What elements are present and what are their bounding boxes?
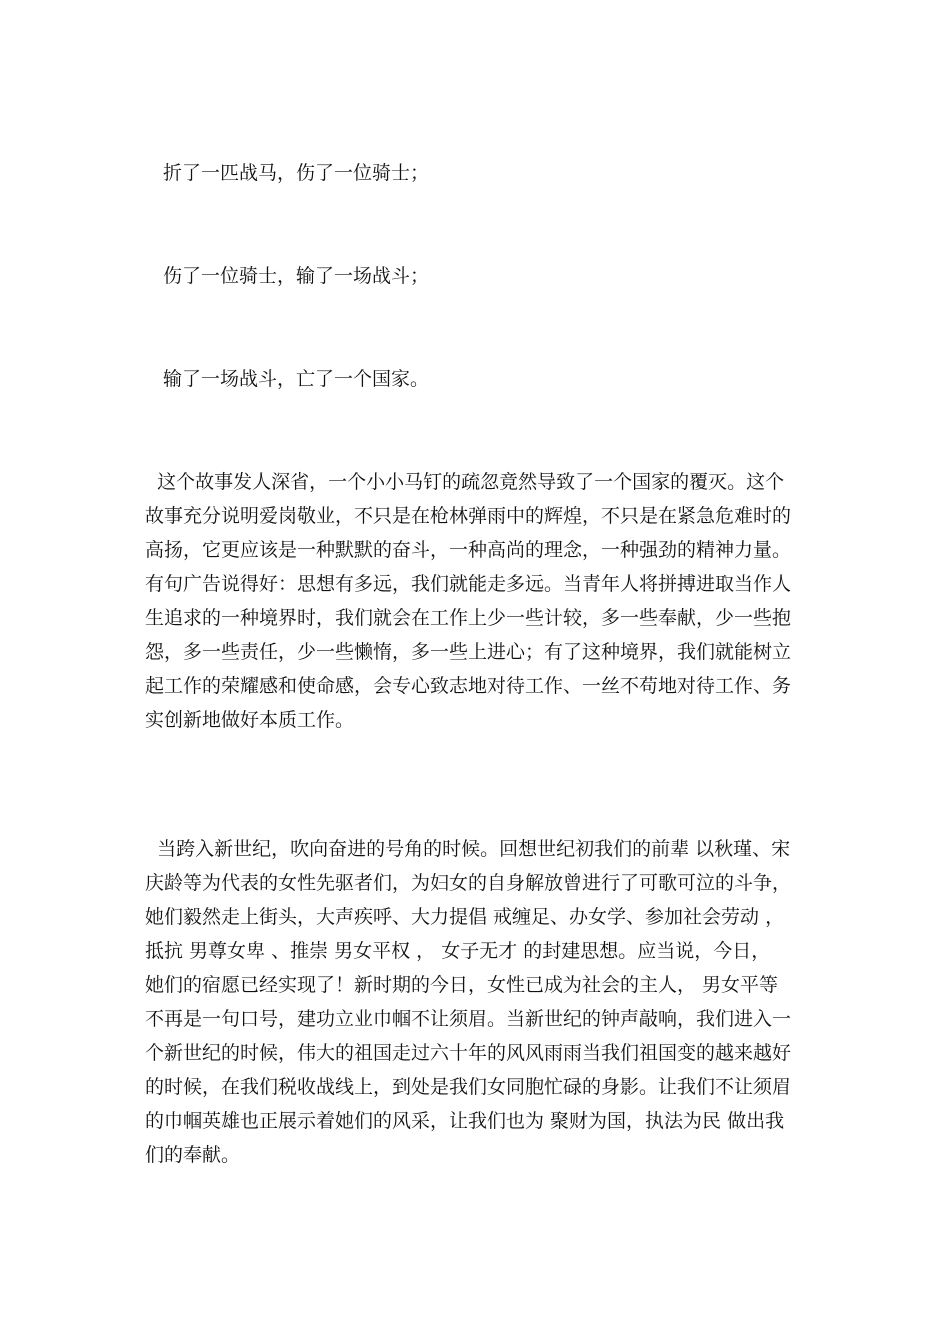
paragraph-1-line: 起工作的荣耀感和使命感，会专心致志地对待工作、一丝不苟地对待工作、务 — [145, 675, 792, 697]
paragraph-2-line: 的时候，在我们税收战线上，到处是我们女同胞忙碌的身影。让我们不让须眉 — [145, 1076, 792, 1098]
paragraph-2-line: 们的奉献。 — [145, 1144, 241, 1166]
paragraph-1-line: 故事充分说明爱岗敬业，不只是在枪林弹雨中的辉煌，不只是在紧急危难时的 — [145, 505, 792, 527]
paragraph-2 — [145, 832, 810, 1172]
paragraph-2-line: 她们毅然走上街头，大声疾呼、大力提倡 戒缠足、办女学、参加社会劳动 ， — [145, 906, 785, 928]
paragraph-1-line: 有句广告说得好：思想有多远，我们就能走多远。当青年人将拼搏进取当作人 — [145, 573, 792, 595]
verse-line-2: 伤了一位骑士，输了一场战斗； — [163, 265, 430, 287]
verse-line-1: 折了一匹战马，伤了一位骑士； — [163, 162, 430, 184]
paragraph-1-line: 实创新地做好本质工作。 — [145, 709, 355, 731]
paragraph-1 — [145, 465, 810, 737]
paragraph-1-line: 这个故事发人深省，一个小小马钉的疏忽竟然导致了一个国家的覆灭。这个 — [145, 471, 785, 493]
paragraph-2-line: 个新世纪的时候，伟大的祖国走过六十年的风风雨雨当我们祖国变的越来越好 — [145, 1042, 792, 1064]
paragraph-2-line: 不再是一句口号，建功立业巾帼不让须眉。当新世纪的钟声敲响，我们进入一 — [145, 1008, 792, 1030]
paragraph-1-line: 高扬，它更应该是一种默默的奋斗，一种高尚的理念，一种强劲的精神力量。 — [145, 539, 792, 561]
verse-line-3: 输了一场战斗，亡了一个国家。 — [163, 368, 430, 390]
paragraph-2-line: 抵抗 男尊女卑 、推崇 男女平权 ， 女子无才 的封建思想。应当说，今日， — [145, 940, 771, 962]
paragraph-2-line: 她们的宿愿已经实现了！新时期的今日，女性已成为社会的主人， 男女平等 — [145, 974, 779, 996]
paragraph-2-line: 当跨入新世纪，吹向奋进的号角的时候。回想世纪初我们的前辈 以秋瑾、宋 — [145, 838, 791, 860]
paragraph-1-line: 怨，多一些责任，少一些懒惰，多一些上进心；有了这种境界，我们就能树立 — [145, 641, 792, 663]
paragraph-2-line: 的巾帼英雄也正展示着她们的风采，让我们也为 聚财为国，执法为民 做出我 — [145, 1110, 785, 1132]
paragraph-2-line: 庆龄等为代表的女性先驱者们，为妇女的自身解放曾进行了可歌可泣的斗争， — [145, 872, 792, 894]
paragraph-1-line: 生追求的一种境界时，我们就会在工作上少一些计较，多一些奉献，少一些抱 — [145, 607, 792, 629]
